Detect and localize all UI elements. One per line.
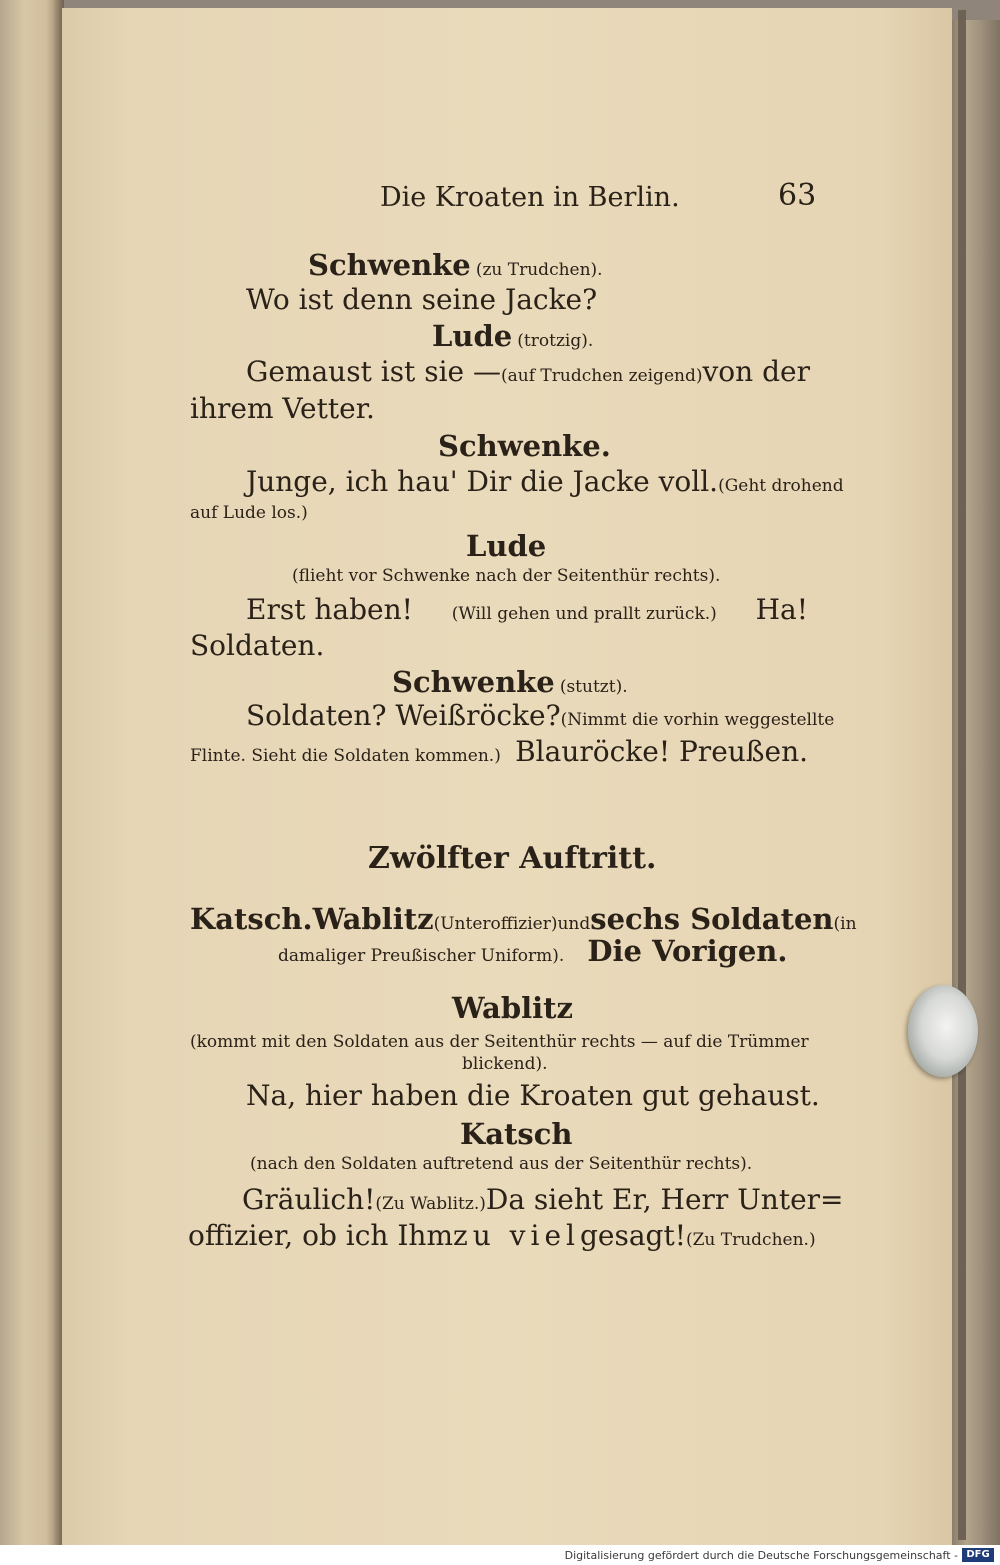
book-cover-edge bbox=[958, 10, 966, 1540]
dialogue-line: Wo ist denn seine Jacke? bbox=[246, 283, 598, 316]
dialogue-line bbox=[246, 355, 810, 388]
speaker-name: Wablitz bbox=[452, 991, 574, 1025]
dialogue-text: gesagt! bbox=[579, 1219, 686, 1252]
character-name: Katsch. bbox=[190, 902, 313, 936]
book-page bbox=[62, 8, 952, 1545]
speaker-name: Lude bbox=[466, 529, 547, 563]
speaker-name: Schwenke bbox=[392, 665, 555, 699]
stage-direction: (nach den Soldaten auftretend aus der Seitenthür rechts). bbox=[250, 1154, 753, 1174]
character-name: Wablitz bbox=[312, 902, 434, 936]
stage-direction: (Nimmt die vorhin weggestellte bbox=[560, 710, 835, 730]
dialogue-line: ihrem Vetter. bbox=[190, 392, 375, 425]
stage-direction: (auf Trudchen zeigend) bbox=[501, 366, 703, 386]
stage-direction: (flieht vor Schwenke nach der Seitenthür rechts). bbox=[292, 566, 721, 586]
stage-direction: (in bbox=[833, 914, 857, 934]
stage-direction: (trotzig). bbox=[517, 331, 594, 351]
stage-direction: auf Lude los.) bbox=[190, 503, 308, 523]
scene-title: Zwölfter Auftritt. bbox=[368, 841, 657, 876]
stage-direction: (Will gehen und prallt zurück.) bbox=[451, 604, 717, 624]
speaker-name: Schwenke. bbox=[438, 429, 611, 463]
dialogue-text: Gräulich! bbox=[242, 1183, 376, 1216]
speaker-line bbox=[432, 319, 594, 353]
dialogue-text: von der bbox=[702, 355, 810, 388]
cast-line bbox=[278, 934, 788, 968]
cast-line bbox=[190, 902, 857, 936]
speaker-name: Katsch bbox=[460, 1117, 573, 1151]
dialogue-text: Erst haben! bbox=[246, 593, 413, 626]
scanner-thumb bbox=[908, 985, 978, 1077]
footer-credit: Digitalisierung gefördert durch die Deutsche Forschungsgemeinschaft - bbox=[564, 1549, 958, 1562]
stage-direction: (Unteroffizier) bbox=[433, 914, 558, 934]
stage-direction: (kommt mit den Soldaten aus der Seitenthür rechts — auf die Trümmer bbox=[190, 1032, 809, 1052]
stage-direction: damaliger Preußischer Uniform). bbox=[278, 946, 565, 966]
dialogue-line bbox=[246, 465, 844, 498]
dialogue-text: offizier, ob ich Ihm bbox=[188, 1219, 453, 1252]
dialogue-line: Na, hier haben die Kroaten gut gehaust. bbox=[246, 1079, 820, 1112]
stage-direction: (Geht drohend bbox=[718, 476, 844, 496]
dialogue-text: Ha! bbox=[755, 593, 808, 626]
stage-direction: (Zu Trudchen.) bbox=[685, 1230, 816, 1250]
stage-direction: (Zu Wablitz.) bbox=[375, 1194, 486, 1214]
character-name: sechs Soldaten bbox=[590, 902, 834, 936]
stage-direction: (zu Trudchen). bbox=[475, 260, 603, 280]
stage-direction: und bbox=[557, 914, 591, 934]
dialogue-text: Junge, ich hau' Dir die Jacke voll. bbox=[246, 465, 719, 498]
dialogue-text: Gemaust ist sie — bbox=[246, 355, 502, 388]
speaker-line bbox=[392, 665, 628, 699]
stage-direction: blickend). bbox=[462, 1054, 548, 1074]
dialogue-text: Blauröcke! Preußen. bbox=[515, 735, 808, 768]
speaker-line bbox=[308, 248, 603, 282]
dialogue-text: Soldaten? Weißröcke? bbox=[246, 699, 561, 732]
stage-direction: Flinte. Sieht die Soldaten kommen.) bbox=[190, 746, 501, 766]
page-number: 63 bbox=[778, 178, 817, 213]
dialogue-line bbox=[190, 735, 808, 768]
running-title: Die Kroaten in Berlin. bbox=[380, 182, 680, 213]
dialogue-line bbox=[246, 593, 808, 626]
dialogue-line bbox=[188, 1219, 816, 1252]
dialogue-text: Da sieht Er, Herr Unter= bbox=[485, 1183, 844, 1216]
dialogue-line: Soldaten. bbox=[190, 629, 325, 662]
stage-direction: (stutzt). bbox=[559, 677, 628, 697]
dialogue-line bbox=[242, 1183, 844, 1216]
speaker-name: Schwenke bbox=[308, 248, 471, 282]
dialogue-line bbox=[246, 699, 835, 732]
character-name: Die Vorigen. bbox=[587, 934, 788, 968]
speaker-name: Lude bbox=[432, 319, 513, 353]
dfg-logo: DFG bbox=[962, 1548, 994, 1562]
emphasized-text: zu viel bbox=[453, 1219, 580, 1252]
